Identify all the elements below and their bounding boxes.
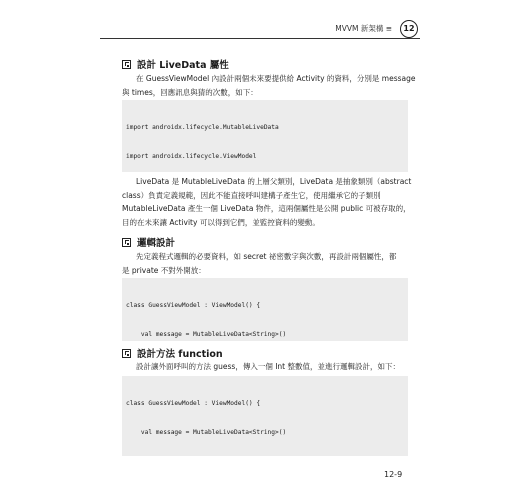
section-bullet-icon <box>122 238 131 247</box>
code-line: val message = MutableLiveData<String>() <box>126 330 287 338</box>
section-heading-logic <box>122 235 175 249</box>
code-block <box>122 278 408 341</box>
text-line: 在 GuessViewModel 內設計兩個未來要提供給 Activity 的資料，分別是 message <box>136 74 416 83</box>
paragraph <box>122 360 407 374</box>
text-line: 先定義程式邏輯的必要資料，如 secret 祕密數字與次數，再設計兩個屬性，都 <box>136 252 397 261</box>
paragraph <box>122 175 412 229</box>
running-header <box>100 20 420 39</box>
text-line: 設計讓外面呼叫的方法 guess，傳入一個 Int 整數值，並進行邏輯設計，如下： <box>136 362 400 371</box>
text-line: 與 times，回應訊息與猜的次數，如下： <box>122 87 258 97</box>
paragraph <box>122 72 416 99</box>
page-number: 12-9 <box>384 470 403 479</box>
section-title: 設計 LiveData 屬性 <box>137 60 229 71</box>
code-block <box>122 376 408 456</box>
running-title: MVVM 新架構 ≡ <box>335 24 392 33</box>
section-bullet-icon <box>122 349 131 358</box>
section-bullet-icon <box>122 60 131 69</box>
code-line: import androidx.lifecycle.MutableLiveData <box>126 124 279 132</box>
code-block <box>122 100 408 172</box>
code-line: import androidx.lifecycle.ViewModel <box>126 152 257 160</box>
section-heading-livedata <box>122 57 229 71</box>
text-line: 目的在未來讓 Activity 可以得到它們，並監控資料的變動。 <box>122 217 320 227</box>
section-title: 設計方法 function <box>137 349 223 360</box>
chapter-badge: 12 <box>400 20 418 38</box>
section-title: 邏輯設計 <box>137 238 176 249</box>
code-line: class GuessViewModel : ViewModel() { <box>126 400 261 408</box>
text-line: class）負責定義規範，因此不能直接呼叫建構子產生它，使用繼承它的子類別 <box>122 190 381 200</box>
text-line: LiveData 是 MutableLiveData 的上層父類別，LiveData 是抽象類別（abstract <box>136 177 412 186</box>
code-line: val message = MutableLiveData<String>() <box>126 428 287 436</box>
text-line: 是 private 不對外開放： <box>122 265 206 275</box>
section-heading-function <box>122 346 223 360</box>
code-line: class GuessViewModel : ViewModel() { <box>126 302 261 310</box>
paragraph <box>122 250 407 277</box>
text-line: MutableLiveData 產生一個 LiveData 物件，這兩個屬性是公開 public 可被存取的， <box>122 204 411 213</box>
